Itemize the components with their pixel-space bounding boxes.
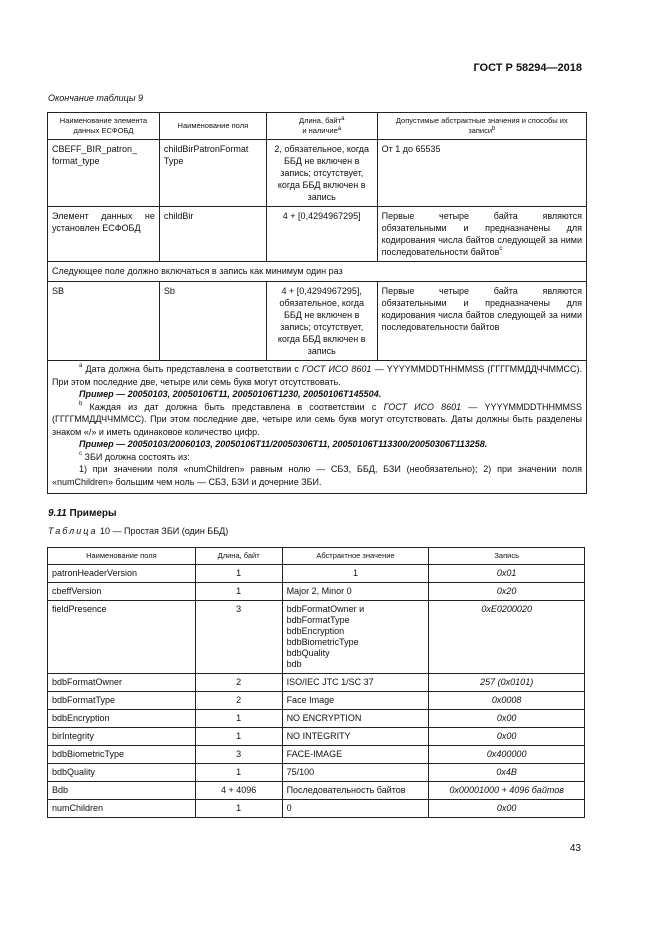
header-cell: Длина, байт <box>195 548 282 565</box>
field-name: Bdb <box>48 782 196 800</box>
header-cell: Наименование поля <box>48 548 196 565</box>
field-value: Major 2, Minor 0 <box>282 583 429 601</box>
table-span-row <box>48 262 587 282</box>
field-length: 1 <box>195 710 282 728</box>
table-cell: 4 + [0,4294967295], обязательное, когда ББД не включен в запись; отсутствует, когда ББД включен в запись <box>266 282 377 361</box>
table-cell: 2, обязательное, когда ББД не включен в запись; отсутствует, когда ББД включен в запись <box>266 140 377 207</box>
header-cell: Наименование элемента данных ЕСФОБД <box>48 113 160 140</box>
field-record: 0x00001000 + 4096 байтов <box>429 782 585 800</box>
field-length: 1 <box>195 800 282 818</box>
table-cell: Элемент данных не установлен ЕСФОБД <box>48 207 160 262</box>
field-record: 0x00 <box>429 728 585 746</box>
table-row <box>48 692 585 710</box>
field-record: 0x0008 <box>429 692 585 710</box>
field-value: 1 <box>282 565 429 583</box>
table-row <box>48 728 585 746</box>
section-title: 9.11 Примеры <box>48 508 117 519</box>
table-row <box>48 710 585 728</box>
field-value: bdbFormatOwner и bdbFormatType bdbEncryption bdbBiometricType bdbQuality bdb <box>282 601 429 674</box>
footnote-c-list: 1) при значении поля «numChildren» равным нолю — СБЗ, ББД, БЗИ (необязательно); 2) при значении поля «numChildren» большим чем ноль — СБЗ, БЗИ и дочерние ЗБИ. <box>52 464 582 487</box>
field-length: 1 <box>195 764 282 782</box>
field-record: 0x00 <box>429 710 585 728</box>
field-record: 0x01 <box>429 565 585 583</box>
table-header-row <box>48 113 587 140</box>
field-name: numChildren <box>48 800 196 818</box>
field-length: 1 <box>195 728 282 746</box>
field-value: Последовательность байтов <box>282 782 429 800</box>
field-name: cbeffVersion <box>48 583 196 601</box>
header-cell: Наименование поля <box>159 113 266 140</box>
field-length: 4 + 4096 <box>195 782 282 800</box>
table-cell: Следующее поле должно включаться в запись как минимум один раз <box>48 262 587 282</box>
table-10-caption: Таблица 10 — Простая ЗБИ (один ББД) <box>48 526 229 536</box>
page-number: 43 <box>569 843 581 854</box>
field-value: Face Image <box>282 692 429 710</box>
field-name: bdbFormatOwner <box>48 674 196 692</box>
header-cell: Абстрактное значение <box>282 548 429 565</box>
header-cell: Длина, байт$^a$ и наличие$^a$ <box>266 113 377 140</box>
table-9 <box>47 112 587 494</box>
field-length: 1 <box>195 565 282 583</box>
table-cell: CBEFF_BIR_patron_ format_type <box>48 140 160 207</box>
table-cell: От 1 до 65535 <box>377 140 586 207</box>
table-cell: Sb <box>159 282 266 361</box>
table-row <box>48 583 585 601</box>
table-notes <box>48 361 587 494</box>
field-name: bdbBiometricType <box>48 746 196 764</box>
table-cell: childBirPatronFormat Type <box>159 140 266 207</box>
field-value: NO INTEGRITY <box>282 728 429 746</box>
field-length: 2 <box>195 674 282 692</box>
field-value: 75/100 <box>282 764 429 782</box>
field-record: 0x400000 <box>429 746 585 764</box>
table-row <box>48 674 585 692</box>
header-cell: Допустимые абстрактные значения и способы их записи$^b$ <box>377 113 586 140</box>
table-9-caption: Окончание таблицы 9 <box>48 93 143 103</box>
table-cell: Первые четыре байта являются обязательными и предназначены для кодирования числа байтов следующей за ними последовательности байтов <box>377 282 586 361</box>
table-row <box>48 764 585 782</box>
footnote-b: $^b$ Каждая из дат должна быть представлена в соответствии с ГОСТ ИСО 8601 — YYYYMMDDTHHMMSS (ГГГГММДДЧЧММСС). При этом последние две, четыре или семь букв могут отсутствовать. Даты должны быть разделены знаком «/» и иметь одинаковое количество цифр. <box>52 400 582 437</box>
field-value: 0 <box>282 800 429 818</box>
field-record: 0x20 <box>429 583 585 601</box>
table-row <box>48 140 587 207</box>
table-row <box>48 746 585 764</box>
table-cell: 4 + [0,4294967295] <box>266 207 377 262</box>
field-record: 0x00 <box>429 800 585 818</box>
table-row <box>48 782 585 800</box>
table-cell: SB <box>48 282 160 361</box>
footnote-a: $^a$ Дата должна быть представлена в соответствии с ГОСТ ИСО 8601 — YYYYMMDDTHHMMSS (ГГГГММДДЧЧММСС). При этом последние две, четыре или семь букв могут отсутствовать. <box>52 363 583 387</box>
table-cell: Первые четыре байта являются обязательными и предназначены для кодирования числа байтов следующей за ними последовательности байтов$^c$ <box>377 207 586 262</box>
field-length: 1 <box>195 583 282 601</box>
table-row <box>48 601 585 674</box>
field-length: 3 <box>195 601 282 674</box>
document-code: ГОСТ Р 58294—2018 <box>473 62 582 74</box>
field-length: 2 <box>195 692 282 710</box>
header-cell: Запись <box>429 548 585 565</box>
field-name: fieldPresence <box>48 601 196 674</box>
table-header-row <box>48 548 585 565</box>
footnote-c: $^c$ ЗБИ должна состоять из: <box>79 450 190 462</box>
field-length: 3 <box>195 746 282 764</box>
table-cell: childBir <box>159 207 266 262</box>
footnote-b-example: Пример — 20050103/20060103, 20050106T11/20050306T11, 20050106T113300/20050306T113258. <box>79 439 488 449</box>
field-name: bdbEncryption <box>48 710 196 728</box>
field-value: FACE-IMAGE <box>282 746 429 764</box>
field-record: 0xE0200020 <box>429 601 585 674</box>
field-name: patronHeaderVersion <box>48 565 196 583</box>
field-value: NO ENCRYPTION <box>282 710 429 728</box>
field-record: 257 (0x0101) <box>429 674 585 692</box>
field-record: 0x4B <box>429 764 585 782</box>
table-row <box>48 565 585 583</box>
field-name: bdbQuality <box>48 764 196 782</box>
table-row <box>48 207 587 262</box>
table-notes-row <box>48 361 587 494</box>
footnote-a-example: Пример — 20050103, 20050106T11, 20050106T1230, 20050106T145504. <box>79 389 382 399</box>
field-value: ISO/IEC JTC 1/SC 37 <box>282 674 429 692</box>
table-row <box>48 800 585 818</box>
field-name: birIntegrity <box>48 728 196 746</box>
field-name: bdbFormatType <box>48 692 196 710</box>
table-row <box>48 282 587 361</box>
table-10 <box>47 547 585 818</box>
